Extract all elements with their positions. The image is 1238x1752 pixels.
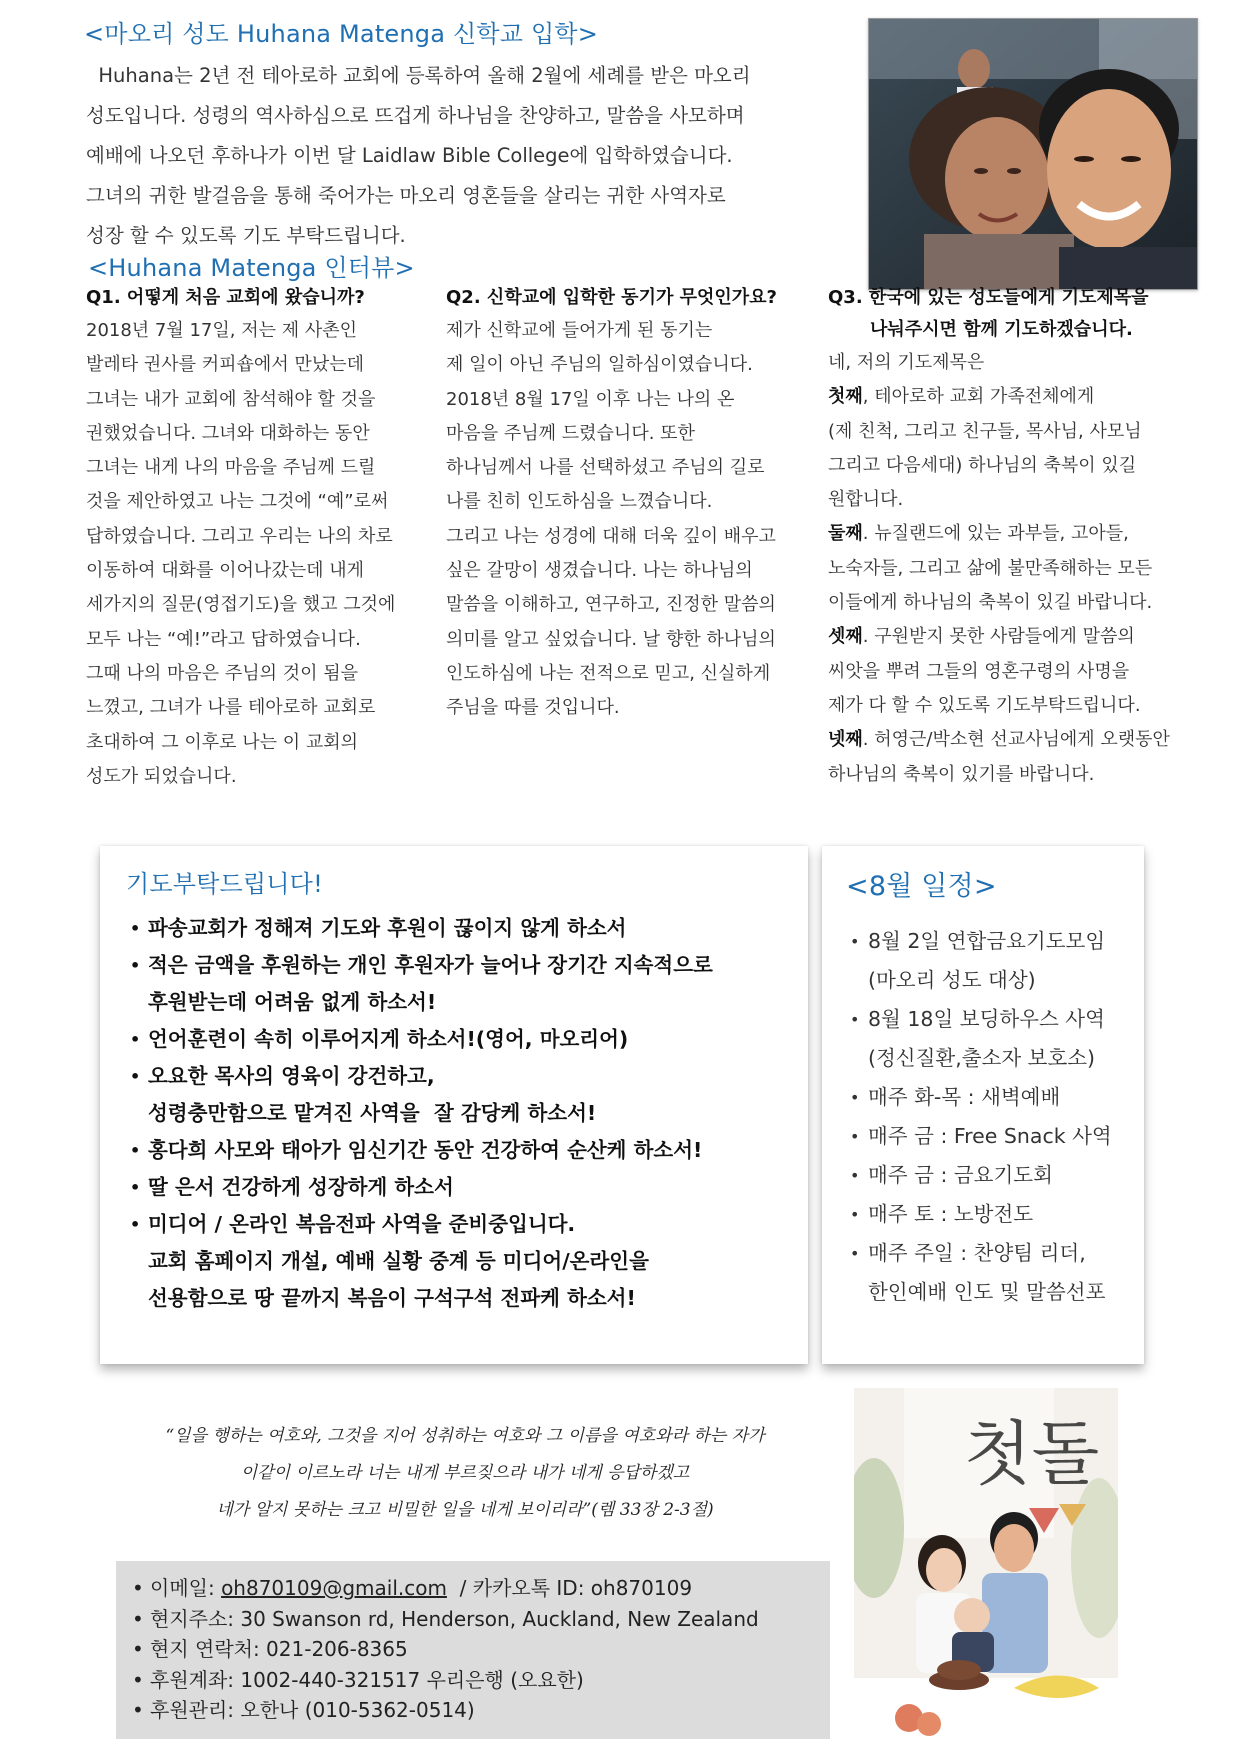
- q2-line: 나를 친히 인도하심을 느꼈습니다.: [446, 491, 713, 513]
- q3-first-label: 첫째: [828, 386, 863, 408]
- schedule-item: • 매주 토 : 노방전도: [850, 1195, 1140, 1234]
- q3-title-line1: Q3. 한국에 있는 성도들에게 기도제목을: [828, 287, 1149, 308]
- q3-second: [828, 517, 1228, 551]
- schedule-item: [850, 1000, 1140, 1078]
- q3-line: 씨앗을 뿌려 그들의 영혼구령의 사명을: [828, 660, 1130, 682]
- prayer-item-text: 선용함으로 땅 끝까지 복음이 구석구석 전파케 하소서!: [148, 1286, 636, 1310]
- prayer-item-text: 오요한 목사의 영육이 강건하고,: [148, 1064, 435, 1088]
- q3-line: 이들에게 하나님의 축복이 있길 바랍니다.: [828, 592, 1153, 614]
- intro-line: 성도입니다. 성령의 역사하심으로 뜨겁게 하나님을 찬양하고, 말씀을 사모하며: [86, 104, 745, 127]
- intro-line: Huhana는 2년 전 테아로하 교회에 등록하여 올해 2월에 세례를 받은 마오리: [86, 64, 751, 87]
- q3-title-line2: 나눠주시면 함께 기도하겠습니다.: [870, 319, 1133, 340]
- q3-first-text: , 테아로하 교회 가족전체에게: [862, 386, 1095, 408]
- banner-calligraphy: 첫돌: [964, 1413, 1100, 1495]
- bible-verse: [100, 1418, 830, 1529]
- q1-line: 권했었습니다. 그녀와 대화하는 동안: [86, 422, 370, 444]
- verse-line: 이같이 이르노라 너는 내게 부르짖으라 내가 네게 응답하겠고: [240, 1463, 690, 1483]
- prayer-list: [130, 910, 800, 1317]
- q1-line: 2018년 7월 17일, 저는 제 사촌인: [86, 320, 357, 341]
- q1-line: 그때 나의 마음은 주님의 것이 됨을: [86, 662, 359, 684]
- contact-list: [130, 1573, 820, 1726]
- q2-line: 의미를 알고 싶었습니다. 날 향한 하나님의: [446, 628, 776, 650]
- schedule-item-text: (정신질환,출소자 보호소): [868, 1046, 1096, 1070]
- q3-line: 그리고 다음세대) 하나님의 축복이 있길: [828, 454, 1137, 476]
- kakao-id: / 카카오톡 ID: oh870109: [446, 1576, 693, 1600]
- email-label: 이메일:: [150, 1576, 222, 1600]
- intro-line: 예배에 나오던 후하나가 이번 달 Laidlaw Bible College에 입학하였습니다.: [86, 144, 733, 167]
- q1-line: 그녀는 내게 나의 마음을 주님께 드릴: [86, 457, 376, 479]
- schedule-item-text: (마오리 성도 대상): [868, 968, 1036, 992]
- q2-line: 말씀을 이해하고, 연구하고, 진정한 말씀의: [446, 594, 776, 616]
- q3-line: 하나님의 축복이 있기를 바랍니다.: [828, 763, 1095, 785]
- q3-third-text: . 구원받지 못한 사람들에게 말씀의: [862, 626, 1135, 648]
- q2-line: 인도하심에 나는 전적으로 믿고, 신실하게: [446, 662, 771, 684]
- q3-third: [828, 620, 1228, 654]
- schedule-item: • 매주 금 : Free Snack 사역: [850, 1117, 1140, 1156]
- schedule-item-text: 8월 18일 보딩하우스 사역: [868, 1007, 1105, 1031]
- intro-title: <마오리 성도 Huhana Matenga 신학교 입학>: [84, 20, 599, 48]
- family-photo-illustration: [854, 1388, 1118, 1746]
- q2-line: 주님을 따를 것입니다.: [446, 697, 620, 719]
- q1-title: Q1. 어떻게 처음 교회에 왔습니까?: [86, 287, 365, 308]
- q1-line: 이동하여 대화를 이어나갔는데 내게: [86, 560, 364, 582]
- prayer-item: [130, 1206, 800, 1317]
- q3-fourth-text: . 허영근/박소현 선교사님에게 오랫동안: [862, 729, 1170, 751]
- q1-answer: [86, 314, 436, 794]
- q1-line: 그녀는 내가 교회에 참석해야 할 것을: [86, 388, 376, 410]
- q2-title: Q2. 신학교에 입학한 동기가 무엇인가요?: [446, 287, 777, 308]
- q3-column: [828, 282, 1228, 792]
- selfie-photo-illustration: [869, 19, 1197, 289]
- intro-line: 그녀의 귀한 발걸음을 통해 죽어가는 마오리 영혼들을 살리는 귀한 사역자로: [86, 184, 726, 207]
- intro-line: 성장 할 수 있도록 기도 부탁드립니다.: [86, 224, 406, 247]
- q3-first: [828, 380, 1228, 414]
- q1-line: 성도가 되었습니다.: [86, 765, 237, 787]
- intro-paragraph: [86, 56, 866, 256]
- schedule-card: [822, 846, 1144, 1364]
- q2-answer: [446, 314, 816, 726]
- q1-line: 모두 나는 “예!”라고 답하였습니다.: [86, 628, 361, 650]
- prayer-item-text: 교회 홈페이지 개설, 예배 실황 중계 등 미디어/온라인을: [148, 1249, 649, 1273]
- schedule-item: • 매주 화-목 : 새벽예배: [850, 1078, 1140, 1117]
- prayer-item: [130, 947, 800, 1021]
- q2-line: 그리고 나는 성경에 대해 더욱 깊이 배우고: [446, 525, 776, 547]
- prayer-item: [130, 1058, 800, 1132]
- contact-address: • 현지주소: 30 Swanson rd, Henderson, Auckland, New Zealand: [130, 1604, 820, 1635]
- prayer-item: • 딸 은서 건강하게 성장하게 하소서: [130, 1169, 800, 1206]
- q1-line: 세가지의 질문(영접기도)을 했고 그것에: [86, 594, 396, 616]
- q3-answer: [828, 346, 1228, 792]
- q3-second-label: 둘째: [828, 523, 863, 545]
- q2-line: 2018년 8월 17일 이후 나는 나의 온: [446, 388, 735, 410]
- q3-intro: 네, 저의 기도제목은: [828, 352, 985, 373]
- q2-line: 싶은 갈망이 생겼습니다. 나는 하나님의: [446, 560, 753, 582]
- prayer-item-text: 성령충만함으로 맡겨진 사역을 잘 감당케 하소서!: [148, 1101, 597, 1125]
- schedule-list: [850, 922, 1140, 1312]
- q3-line: (제 친척, 그리고 친구들, 목사님, 사모님: [828, 420, 1142, 442]
- prayer-item-text: 후원받는데 어려움 없게 하소서!: [148, 990, 437, 1014]
- interview-title: <Huhana Matenga 인터뷰>: [88, 254, 415, 282]
- contact-manager: • 후원관리: 오한나 (010-5362-0514): [130, 1695, 820, 1726]
- q2-line: 제 일이 아닌 주님의 일하심이였습니다.: [446, 354, 753, 376]
- q3-fourth: [828, 723, 1228, 757]
- contact-account: • 후원계좌: 1002-440-321517 우리은행 (오요한): [130, 1665, 820, 1696]
- contact-phone: • 현지 연락처: 021-206-8365: [130, 1634, 820, 1665]
- prayer-item: • 파송교회가 정해져 기도와 후원이 끊이지 않게 하소서: [130, 910, 800, 947]
- contact-email-row: [130, 1573, 820, 1604]
- q1-column: [86, 282, 436, 794]
- prayer-item-text: 적은 금액을 후원하는 개인 후원자가 늘어나 장기간 지속적으로: [148, 953, 713, 977]
- schedule-item: [850, 922, 1140, 1000]
- prayer-item-text: 미디어 / 온라인 복음전파 사역을 준비중입니다.: [148, 1212, 576, 1236]
- email-link[interactable]: oh870109@gmail.com: [221, 1576, 447, 1600]
- selfie-photo: [868, 18, 1198, 290]
- family-photo: [854, 1388, 1118, 1746]
- q2-line: 하나님께서 나를 선택하셨고 주님의 길로: [446, 457, 765, 479]
- verse-line: 네가 알지 못하는 크고 비밀한 일을 네게 보이리라”(렘 33장 2-3절): [216, 1500, 714, 1520]
- schedule-item-text: 한인예배 인도 및 말씀선포: [868, 1280, 1106, 1304]
- q1-line: 답하였습니다. 그리고 우리는 나의 차로: [86, 525, 393, 547]
- schedule-item-text: 8월 2일 연합금요기도모임: [868, 929, 1106, 953]
- q3-line: 제가 다 할 수 있도록 기도부탁드립니다.: [828, 694, 1141, 716]
- q3-second-text: . 뉴질랜드에 있는 과부들, 고아들,: [862, 523, 1129, 545]
- q2-line: 마음을 주님께 드렸습니다. 또한: [446, 422, 695, 444]
- q3-line: 원합니다.: [828, 489, 904, 511]
- verse-line: “일을 행하는 여호와, 그것을 지어 성취하는 여호와 그 이름을 여호와라 하는 자가: [165, 1426, 765, 1446]
- contact-box: [116, 1561, 830, 1739]
- schedule-item: • 매주 금 : 금요기도회: [850, 1156, 1140, 1195]
- prayer-item: • 홍다희 사모와 태아가 임신기간 동안 건강하여 순산케 하소서!: [130, 1132, 800, 1169]
- prayer-card: [100, 846, 808, 1364]
- q1-line: 초대하여 그 이후로 나는 이 교회의: [86, 731, 359, 753]
- prayer-item: • 언어훈련이 속히 이루어지게 하소서!(영어, 마오리어): [130, 1021, 800, 1058]
- q1-line: 것을 제안하였고 나는 그것에 “예”로써: [86, 491, 389, 513]
- q3-line: 노숙자들, 그리고 삶에 불만족해하는 모든: [828, 557, 1153, 579]
- schedule-item: [850, 1234, 1140, 1312]
- q1-line: 발레타 권사를 커피숍에서 만났는데: [86, 354, 364, 376]
- q3-third-label: 셋째: [828, 626, 863, 648]
- schedule-item-text: 매주 주일 : 찬양팀 리더,: [868, 1241, 1086, 1265]
- prayer-title: 기도부탁드립니다!: [126, 870, 323, 898]
- q3-fourth-label: 넷째: [828, 729, 863, 751]
- q2-line: 제가 신학교에 들어가게 된 동기는: [446, 320, 713, 341]
- q1-line: 느꼈고, 그녀가 나를 테아로하 교회로: [86, 697, 376, 719]
- q2-column: [446, 282, 816, 726]
- schedule-title: <8월 일정>: [846, 871, 997, 902]
